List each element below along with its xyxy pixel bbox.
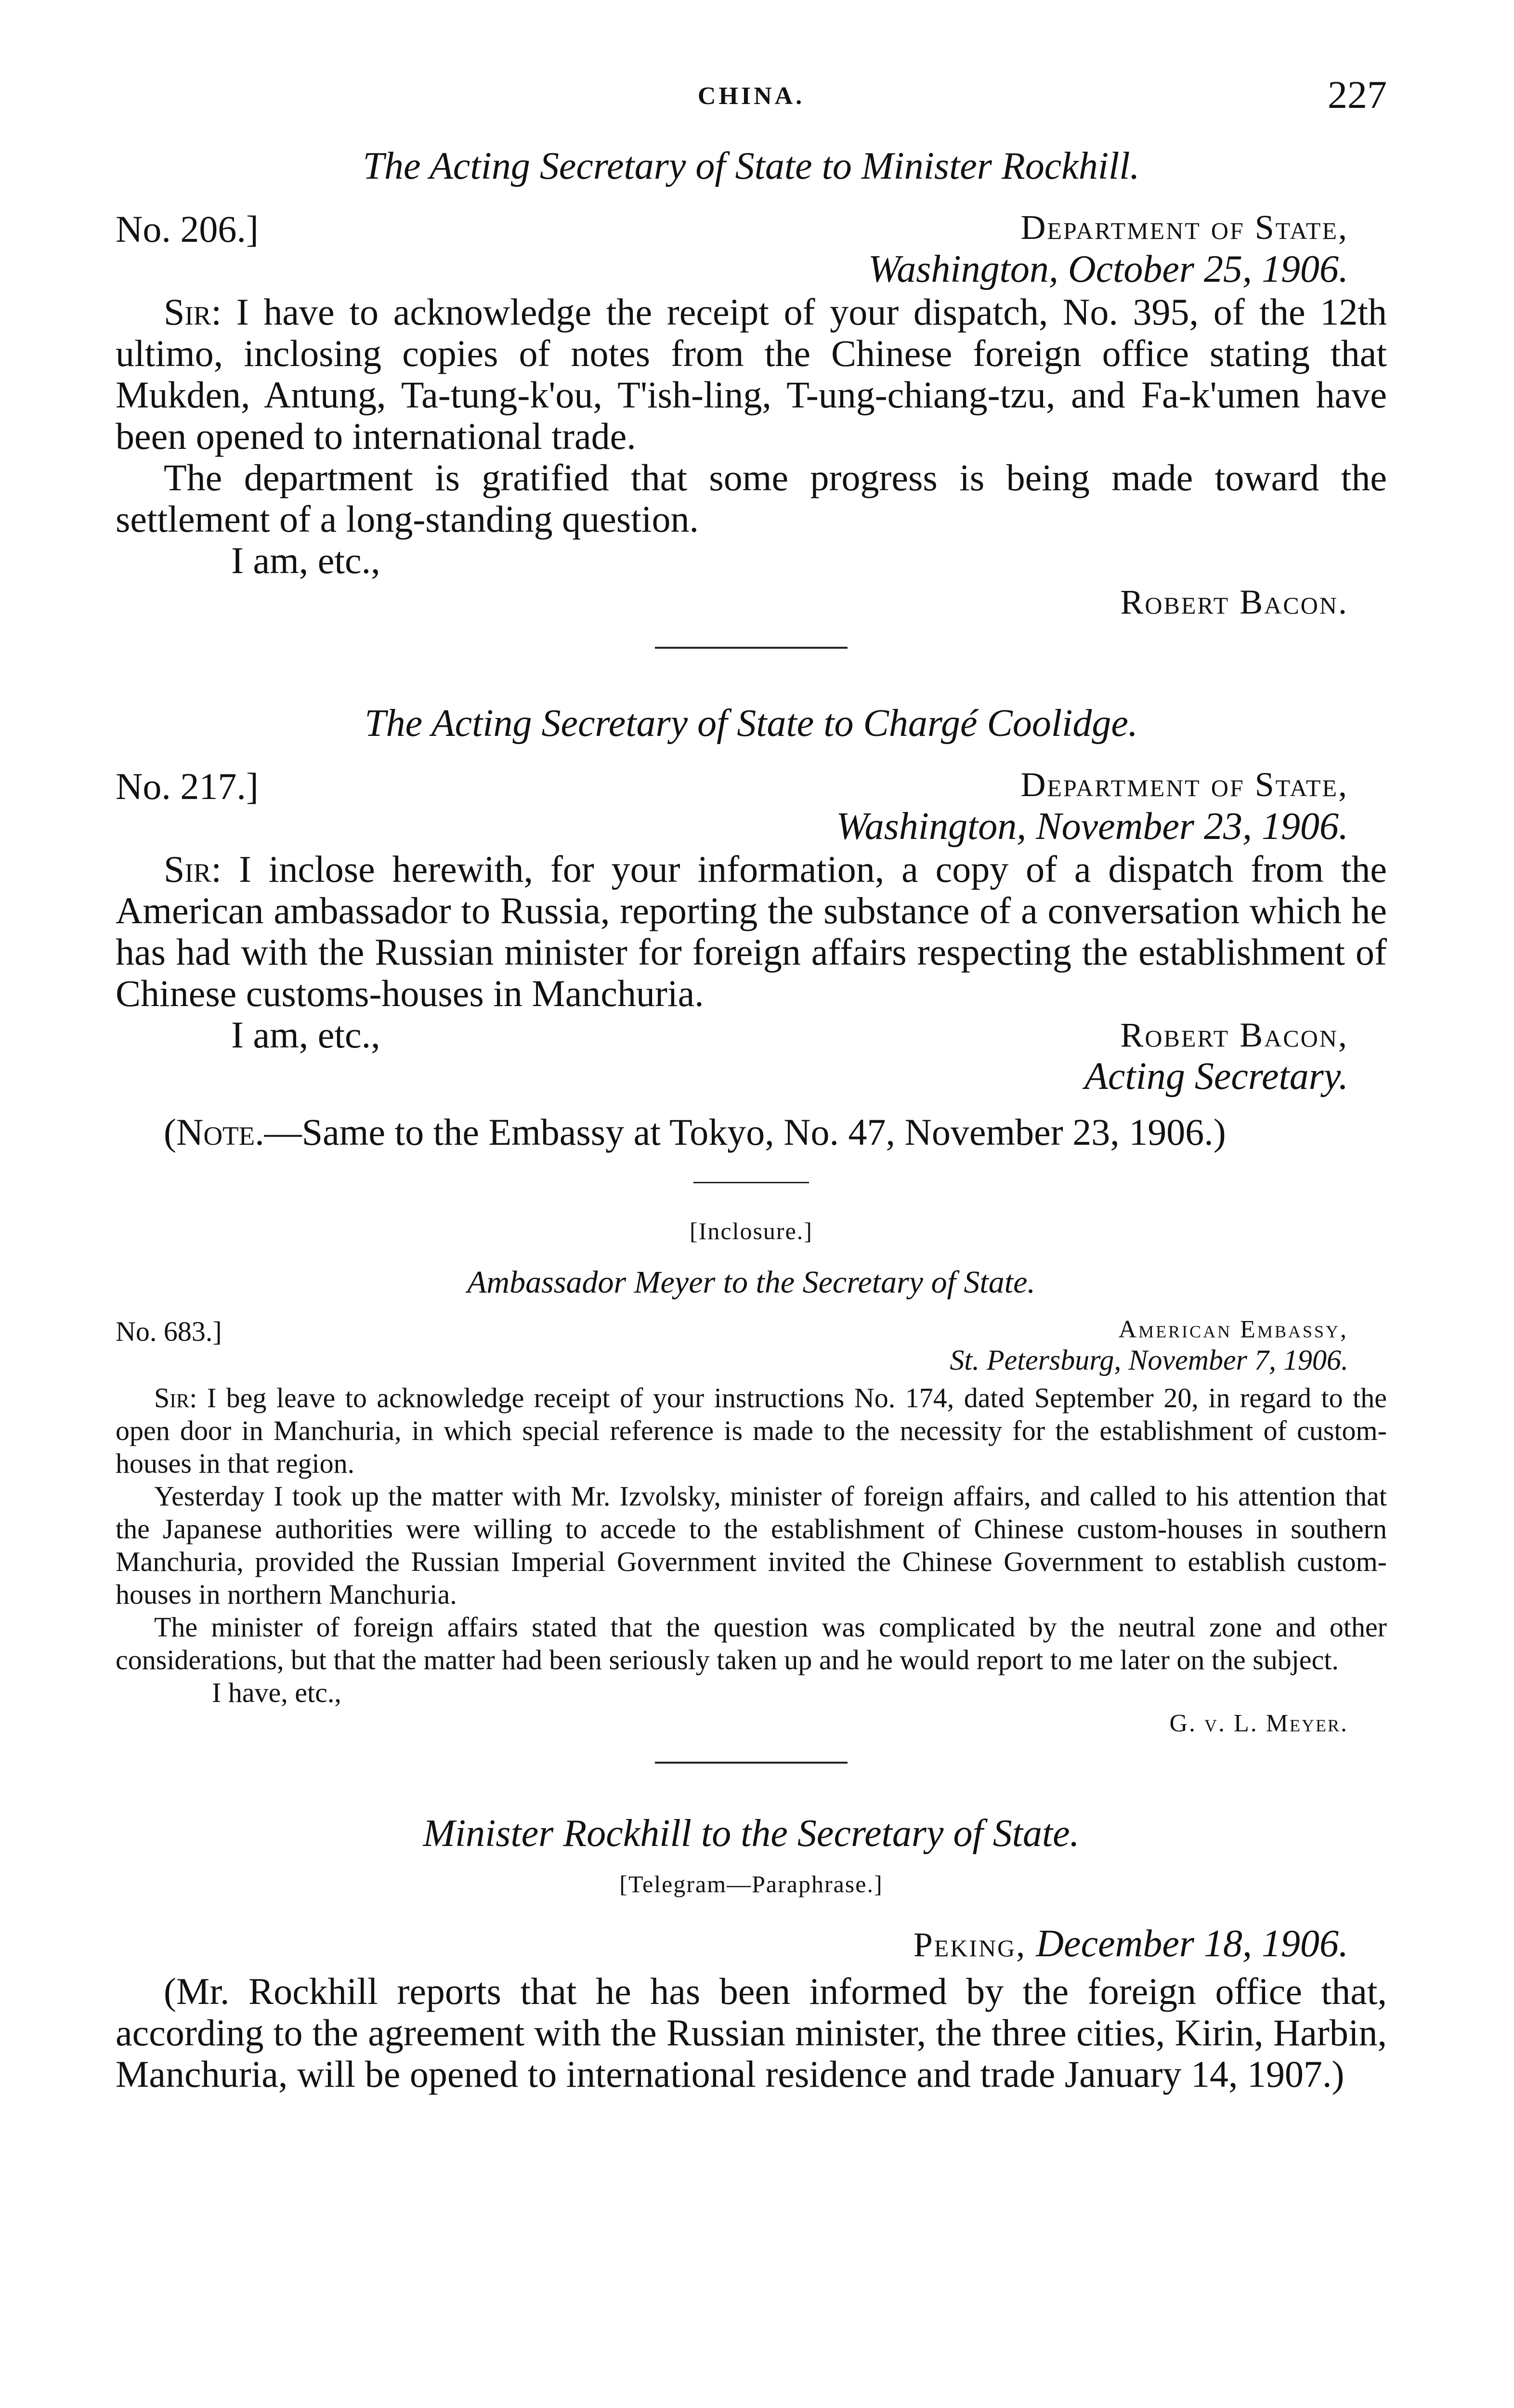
- body-paragraph: The department is gratified that some progress is being made toward the settlement of a long-standing question.: [116, 457, 1387, 540]
- signature: Robert Bacon,: [1120, 1016, 1348, 1054]
- inclosure-heading: [116, 1315, 1387, 1377]
- paragraph-text: I inclose herewith, for your information, a copy of a dispatch from the American ambassador to Russia, reporting the substance of a conversation which he has had with the Russian minister for foreign affairs respecting the establishment of Chinese customs-houses in Manchuria.: [116, 848, 1387, 1014]
- signature: G. v. L. Meyer.: [1169, 1710, 1348, 1737]
- body-paragraph: Yesterday I took up the matter with Mr. Izvolsky, minister of foreign affairs, and called to his attention that the Japanese authorities were willing to accede to the establishment of Chinese custom-houses in southern Manchuria, provided the Russian Imperial Government invited the Chinese Government to establish custom-houses in northern Manchuria.: [116, 1480, 1387, 1610]
- closing: I have, etc.,: [212, 1677, 341, 1708]
- telegram-dateline: [116, 1922, 1387, 1966]
- dispatch-number: No. 683.]: [116, 1316, 222, 1347]
- letter-date: Washington, November 23, 1906.: [836, 805, 1348, 848]
- body-paragraph: [116, 849, 1387, 1014]
- note-open-paren: (: [164, 1111, 176, 1153]
- body-paragraph: [116, 1382, 1387, 1480]
- signature-title: Acting Secretary.: [1084, 1055, 1348, 1098]
- body-paragraph: [116, 291, 1387, 457]
- letter-206: [116, 144, 1387, 623]
- dispatch-number: No. 217.]: [116, 765, 259, 807]
- sender-place: Department of State,: [1020, 765, 1348, 804]
- signature: Robert Bacon.: [1120, 583, 1348, 621]
- section-divider: [655, 1762, 848, 1764]
- paragraph-text: I beg leave to acknowledge receipt of your instructions No. 174, dated September 20, in regard to the open door in Manchuria, in which special reference is made to the necessity for the establishment of custom-houses in that region.: [116, 1382, 1387, 1479]
- document-page: [116, 72, 1387, 2095]
- note-label: Note.: [176, 1111, 264, 1153]
- telegram-date: December 18, 1906.: [1036, 1923, 1348, 1965]
- letter-217: [116, 702, 1387, 1153]
- running-title: CHINA.: [697, 82, 805, 110]
- letter-heading: [116, 765, 1387, 849]
- inclosure-label: [Inclosure.]: [690, 1217, 813, 1244]
- closing-row: [116, 1014, 1387, 1056]
- inclosure-title: Ambassador Meyer to the Secretary of State.: [467, 1265, 1035, 1300]
- salutation: Sir:: [164, 291, 222, 333]
- letter-heading: [116, 208, 1387, 291]
- telegram-label: [Telegram—Paraphrase.]: [619, 1871, 883, 1898]
- letter-title: The Acting Secretary of State to Chargé Coolidge.: [365, 702, 1138, 745]
- section-divider: [655, 647, 848, 649]
- telegram-place: Peking,: [913, 1925, 1027, 1964]
- sender-place: Department of State,: [1020, 208, 1348, 247]
- salutation: Sir:: [164, 848, 222, 890]
- letter-title: The Acting Secretary of State to Minister Rockhill.: [363, 145, 1140, 187]
- letter-date: Washington, October 25, 1906.: [868, 248, 1348, 290]
- telegram-paragraph: (Mr. Rockhill reports that he has been informed by the foreign office that, according to the agreement with the Russian minister, the three cities, Kirin, Harbin, Manchuria, will be opened to international residence and trade January 14, 1907.): [116, 1970, 1387, 2095]
- inclosure: [116, 1217, 1387, 1738]
- salutation: Sir:: [154, 1382, 197, 1413]
- closing: I am, etc.,: [231, 1014, 380, 1056]
- page-header: [116, 72, 1387, 144]
- paragraph-text: I have to acknowledge the receipt of your dispatch, No. 395, of the 12th ultimo, inclosing copies of notes from the Chinese foreign office stating that Mukden, Antung, Ta-tung-k'ou, T'ish-ling, T-ung-chiang-tzu, and Fa-k'umen have been opened to international trade.: [116, 291, 1387, 457]
- dispatch-number: No. 206.]: [116, 208, 259, 250]
- telegram-title: Minister Rockhill to the Secretary of State.: [423, 1812, 1080, 1855]
- body-paragraph: The minister of foreign affairs stated that the question was complicated by the neutral zone and other considerations, but that the matter had been seriously taken up and he would report to me later on the subject.: [116, 1611, 1387, 1675]
- note-text: —Same to the Embassy at Tokyo, No. 47, November 23, 1906.): [264, 1111, 1226, 1153]
- letter-date: St. Petersburg, November 7, 1906.: [950, 1344, 1348, 1376]
- section-divider: [693, 1182, 809, 1183]
- sender-place: American Embassy,: [1118, 1316, 1348, 1343]
- telegram: [116, 1812, 1387, 2095]
- note-paragraph: [116, 1112, 1387, 1153]
- closing: I am, etc.,: [231, 539, 380, 581]
- page-number: 227: [1328, 73, 1387, 117]
